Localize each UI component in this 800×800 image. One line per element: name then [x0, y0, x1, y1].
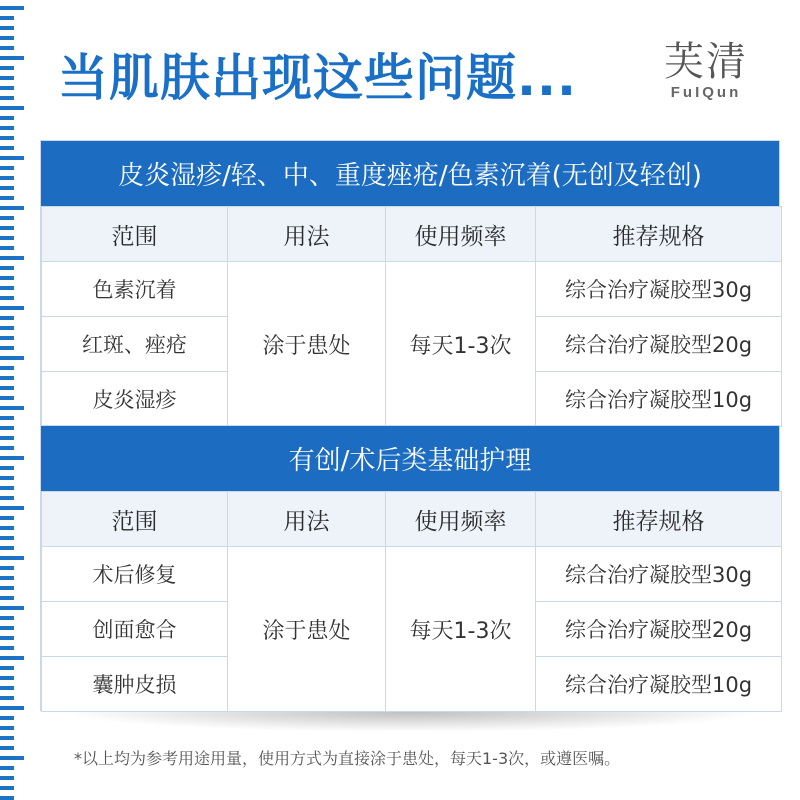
ruler-tick	[0, 336, 14, 340]
ruler-tick	[0, 516, 14, 520]
ruler-tick	[0, 466, 14, 470]
ruler-tick	[0, 116, 14, 120]
frequency-cell: 每天1-3次	[386, 547, 536, 712]
ruler-tick	[0, 126, 14, 130]
ruler-tick	[0, 726, 14, 730]
ruler-tick	[0, 706, 24, 710]
usage-cell: 涂于患处	[228, 547, 386, 712]
ruler-tick	[0, 236, 14, 240]
table-header-row	[42, 207, 782, 262]
scope-cell: 红斑、痤疮	[42, 317, 228, 372]
ruler-tick	[0, 566, 14, 570]
scope-cell: 皮炎湿疹	[42, 372, 228, 427]
ruler-tick	[0, 36, 14, 40]
ruler-tick	[0, 456, 24, 460]
ruler-tick	[0, 356, 24, 360]
section-post-surgery	[40, 425, 780, 711]
ruler-tick	[0, 216, 14, 220]
footnote: *以上均为参考用途用量，使用方式为直接涂于患处，每天1-3次，或遵医嘱。	[74, 749, 621, 768]
ruler-tick	[0, 176, 14, 180]
ruler-tick	[0, 366, 14, 370]
usage-cell: 涂于患处	[228, 262, 386, 427]
ruler-tick	[0, 796, 14, 800]
ruler-tick	[0, 646, 14, 650]
ruler-tick	[0, 676, 14, 680]
ruler-tick	[0, 636, 14, 640]
ruler-decoration	[0, 0, 30, 800]
brand-logo	[656, 40, 756, 101]
ruler-tick	[0, 666, 14, 670]
ruler-tick	[0, 296, 14, 300]
table-header-row	[42, 492, 782, 547]
column-header-spec: 推荐规格	[536, 492, 782, 547]
ruler-tick	[0, 316, 14, 320]
ruler-tick	[0, 786, 14, 790]
ruler-tick	[0, 476, 14, 480]
ruler-tick	[0, 136, 14, 140]
ruler-tick	[0, 166, 14, 170]
scope-cell: 创面愈合	[42, 602, 228, 657]
ruler-tick	[0, 286, 14, 290]
column-header-usage: 用法	[228, 207, 386, 262]
ruler-tick	[0, 376, 14, 380]
section-no-wound	[40, 140, 780, 425]
ruler-tick	[0, 86, 14, 90]
ruler-tick	[0, 256, 24, 260]
ruler-tick	[0, 26, 14, 30]
ruler-tick	[0, 506, 24, 510]
ruler-tick	[0, 576, 14, 580]
spec-cell: 综合治疗凝胶型10g	[536, 372, 782, 427]
frequency-cell: 每天1-3次	[386, 262, 536, 427]
ruler-tick	[0, 526, 14, 530]
ruler-tick	[0, 486, 14, 490]
ruler-tick	[0, 66, 14, 70]
ruler-tick	[0, 446, 14, 450]
column-header-frequency: 使用频率	[386, 492, 536, 547]
ruler-tick	[0, 656, 24, 660]
ruler-tick	[0, 226, 14, 230]
ruler-tick	[0, 56, 24, 60]
ruler-tick	[0, 46, 14, 50]
scope-cell: 色素沉着	[42, 262, 228, 317]
ruler-tick	[0, 16, 14, 20]
spec-cell: 综合治疗凝胶型20g	[536, 317, 782, 372]
ruler-tick	[0, 186, 14, 190]
ruler-tick	[0, 156, 24, 160]
ruler-tick	[0, 6, 24, 10]
brand-name-en: FuIQun	[670, 84, 742, 101]
ruler-tick	[0, 396, 14, 400]
ruler-tick	[0, 696, 14, 700]
ruler-tick	[0, 546, 14, 550]
column-header-usage: 用法	[228, 492, 386, 547]
ruler-tick	[0, 306, 24, 310]
ruler-tick	[0, 616, 14, 620]
scope-cell: 术后修复	[42, 547, 228, 602]
ruler-tick	[0, 776, 14, 780]
ruler-tick	[0, 736, 14, 740]
table-shadow	[60, 712, 760, 732]
ruler-tick	[0, 406, 24, 410]
ruler-tick	[0, 276, 14, 280]
column-header-scope: 范围	[42, 492, 228, 547]
ruler-tick	[0, 146, 14, 150]
ruler-tick	[0, 756, 24, 760]
ruler-tick	[0, 346, 14, 350]
ruler-tick	[0, 496, 14, 500]
ruler-tick	[0, 436, 14, 440]
ruler-tick	[0, 596, 14, 600]
ruler-tick	[0, 426, 14, 430]
ruler-tick	[0, 206, 24, 210]
column-header-spec: 推荐规格	[536, 207, 782, 262]
column-header-scope: 范围	[42, 207, 228, 262]
spec-cell: 综合治疗凝胶型30g	[536, 547, 782, 602]
usage-table	[41, 206, 782, 427]
ruler-tick	[0, 416, 14, 420]
table-row	[42, 262, 782, 317]
ruler-tick	[0, 106, 24, 110]
ruler-tick	[0, 586, 14, 590]
spec-cell: 综合治疗凝胶型30g	[536, 262, 782, 317]
ruler-tick	[0, 266, 14, 270]
spec-cell: 综合治疗凝胶型10g	[536, 657, 782, 712]
brand-name-cn: 芙清	[664, 39, 748, 85]
ruler-tick	[0, 96, 14, 100]
ruler-tick	[0, 746, 14, 750]
ruler-tick	[0, 326, 14, 330]
spec-cell: 综合治疗凝胶型20g	[536, 602, 782, 657]
usage-table	[41, 491, 782, 712]
ruler-tick	[0, 766, 14, 770]
ruler-tick	[0, 536, 14, 540]
ruler-tick	[0, 626, 14, 630]
table-row	[42, 547, 782, 602]
ruler-tick	[0, 716, 14, 720]
ruler-tick	[0, 246, 14, 250]
ruler-tick	[0, 76, 14, 80]
ruler-tick	[0, 556, 24, 560]
ruler-tick	[0, 686, 14, 690]
ruler-tick	[0, 196, 14, 200]
ruler-tick	[0, 386, 14, 390]
section-banner: 皮炎湿疹/轻、中、重度痤疮/色素沉着(无创及轻创)	[41, 141, 779, 206]
ruler-tick	[0, 606, 24, 610]
page-title: 当肌肤出现这些问题...	[58, 49, 577, 107]
section-banner: 有创/术后类基础护理	[41, 426, 779, 491]
column-header-frequency: 使用频率	[386, 207, 536, 262]
scope-cell: 囊肿皮损	[42, 657, 228, 712]
